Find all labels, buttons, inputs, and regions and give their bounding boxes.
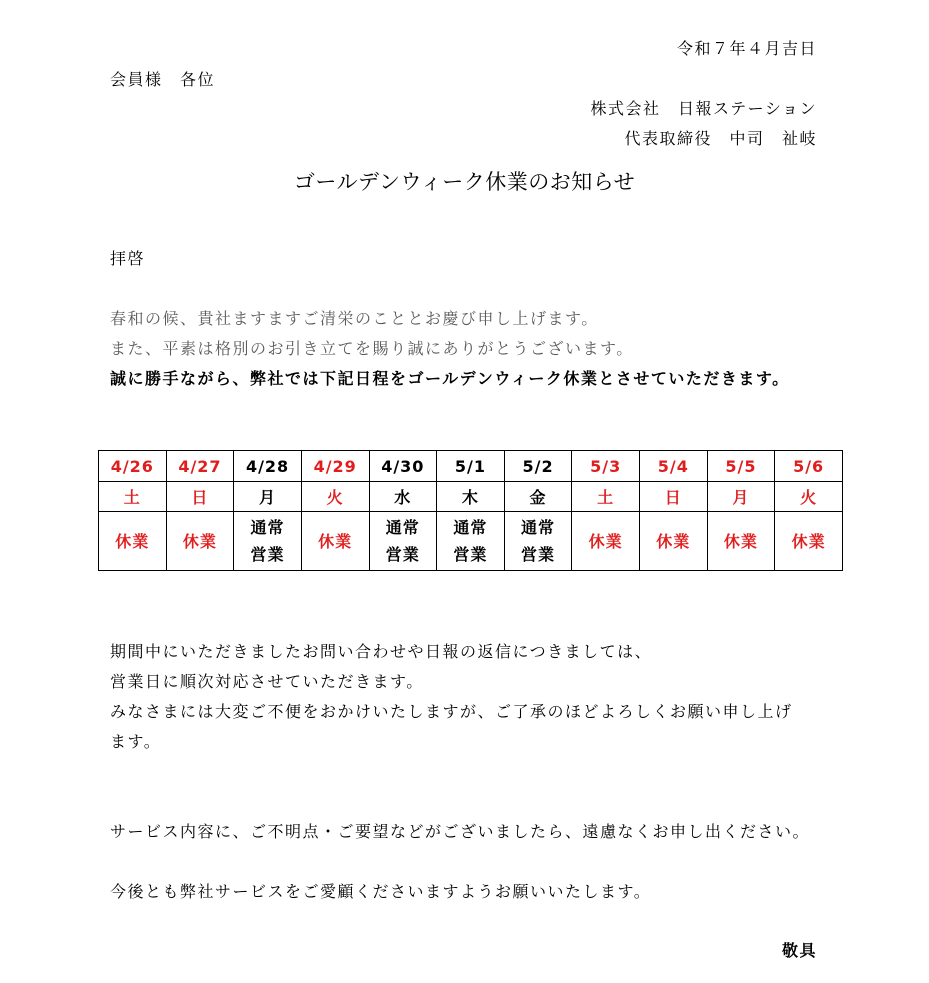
schedule-status-text: 休業 — [588, 531, 623, 551]
schedule-day-cell — [572, 482, 640, 512]
schedule-day-text: 月 — [732, 488, 750, 507]
schedule-date-text: 4/27 — [178, 456, 222, 476]
schedule-status-cell — [166, 512, 234, 571]
body-line-3: みなさまには大変ご不便をおかけいたしますが、ご了承のほどよろしくお願い申し上げ — [110, 702, 793, 721]
schedule-date-text: 5/4 — [657, 456, 689, 476]
schedule-status-cell — [775, 512, 843, 571]
schedule-status-cell — [572, 512, 640, 571]
schedule-day-text: 水 — [394, 488, 412, 507]
body-line-1: 期間中にいただきましたお問い合わせや日報の返信につきましては、 — [110, 642, 653, 661]
greeting-line-2: また、平素は格別のお引き立てを賜り誠にありがとうございます。 — [110, 339, 634, 358]
schedule-status-cell — [301, 512, 369, 571]
schedule-day-text: 火 — [800, 488, 818, 507]
schedule-day-text: 金 — [529, 488, 547, 507]
schedule-status-text: 休業 — [791, 531, 826, 551]
schedule-day-cell — [166, 482, 234, 512]
schedule-day-text: 土 — [597, 488, 615, 507]
recipient: 会員様 各位 — [110, 70, 216, 89]
schedule-date-cell — [301, 451, 369, 482]
schedule-day-cell — [369, 482, 437, 512]
schedule-day-text: 木 — [461, 488, 479, 507]
schedule-date-text: 5/2 — [522, 456, 554, 476]
body-line-4: ます。 — [110, 732, 162, 751]
schedule-day-text: 土 — [123, 488, 141, 507]
schedule-date-cell — [99, 451, 167, 482]
page-title: ゴールデンウィーク休業のお知らせ — [293, 170, 636, 194]
schedule-date-row — [99, 451, 843, 482]
schedule-status-text: 通常営業 — [250, 518, 285, 564]
schedule-day-cell — [504, 482, 572, 512]
body-inquiry: サービス内容に、ご不明点・ご要望などがございましたら、遠慮なくお申し出ください。 — [110, 822, 811, 841]
schedule-day-cell — [437, 482, 505, 512]
schedule-date-text: 4/28 — [245, 456, 290, 476]
body-line-2: 営業日に順次対応させていただきます。 — [110, 672, 424, 691]
representative: 代表取締役 中司 祉岐 — [624, 129, 817, 148]
schedule-date-cell — [166, 451, 234, 482]
schedule-date-text: 5/6 — [793, 456, 825, 476]
closing-word: 敬具 — [781, 941, 817, 960]
schedule-status-text: 休業 — [723, 531, 758, 551]
schedule-day-text: 月 — [259, 488, 277, 507]
schedule-date-text: 4/29 — [313, 456, 357, 476]
schedule-day-text: 日 — [664, 488, 682, 507]
schedule-status-cell — [369, 512, 437, 571]
schedule-status-cell — [640, 512, 708, 571]
schedule-day-text: 日 — [191, 488, 209, 507]
schedule-day-cell — [707, 482, 775, 512]
greeting-line-3: 誠に勝手ながら、弊社では下記日程をゴールデンウィーク休業とさせていただきます。 — [110, 369, 790, 388]
holiday-schedule-table — [98, 450, 843, 571]
schedule-date-cell — [369, 451, 437, 482]
schedule-status-cell — [234, 512, 302, 571]
schedule-day-cell — [775, 482, 843, 512]
schedule-day-cell — [234, 482, 302, 512]
schedule-day-cell — [640, 482, 708, 512]
schedule-status-text: 休業 — [656, 531, 691, 551]
schedule-status-text: 休業 — [182, 531, 217, 551]
schedule-date-cell — [572, 451, 640, 482]
schedule-status-text: 通常営業 — [453, 518, 488, 564]
body-thanks: 今後とも弊社サービスをご愛顧くださいますようお願いいたします。 — [110, 882, 652, 901]
schedule-status-text: 通常営業 — [385, 518, 420, 564]
opening-word: 拝啓 — [110, 249, 146, 268]
schedule-date-text: 5/1 — [454, 456, 486, 476]
schedule-status-text: 通常営業 — [521, 518, 556, 564]
schedule-status-cell — [99, 512, 167, 571]
schedule-day-text: 火 — [326, 488, 344, 507]
greeting-line-1: 春和の候、貴社ますますご清栄のこととお慶び申し上げます。 — [110, 309, 599, 328]
schedule-status-text: 休業 — [318, 531, 353, 551]
schedule-date-text: 5/3 — [590, 456, 622, 476]
schedule-date-cell — [775, 451, 843, 482]
company-name: 株式会社 日報ステーション — [590, 99, 817, 118]
schedule-status-row — [99, 512, 843, 571]
schedule-day-cell — [99, 482, 167, 512]
schedule-status-cell — [437, 512, 505, 571]
schedule-date-text: 4/26 — [110, 456, 154, 476]
schedule-date-cell — [504, 451, 572, 482]
schedule-status-cell — [504, 512, 572, 571]
schedule-date-cell — [234, 451, 302, 482]
schedule-date-text: 4/30 — [381, 456, 425, 476]
schedule-day-row — [99, 482, 843, 512]
schedule-date-text: 5/5 — [725, 456, 757, 476]
letter-date: 令和７年４月吉日 — [676, 39, 817, 58]
schedule-status-cell — [707, 512, 775, 571]
schedule-date-cell — [640, 451, 708, 482]
schedule-day-cell — [301, 482, 369, 512]
schedule-status-text: 休業 — [115, 531, 150, 551]
schedule-date-cell — [707, 451, 775, 482]
schedule-date-cell — [437, 451, 505, 482]
